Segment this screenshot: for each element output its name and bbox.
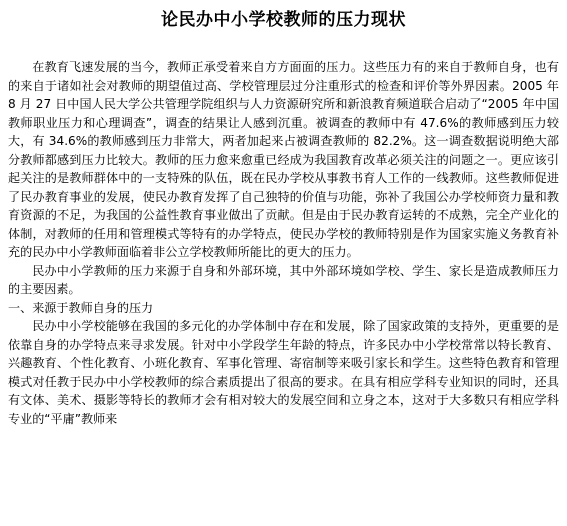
section-paragraph: 民办中小学校能够在我国的多元化的办学体制中存在和发展，除了国家政策的支持外，更重要的是依靠自身的办学特点来寻求发展。针对中小学段学生年龄的特点，许多民办中小学校常常以特长教育、兴趣教育、个性化教育、小班化教育、军事化管理、寄宿制等来吸引家长和学生。这些特色教育和管理模式对任教于民办中小学校教师的综合素质提出了很高的要求。在具有相应学科专业知识的同时，还具有文体、美术、摄影等特长的教师才会有相对较大的发展空间和立身之本，这对于大多数只有相应学科专业的“平庸”教师来 <box>8 319 559 426</box>
intro-paragraph: 在教育飞速发展的当今，教师正承受着来自方方面面的压力。这些压力有的来自于教师自身，也有的来自于诸如社会对教师的期望值过高、学校管理层过分注重形式的检查和评价等外界因素。2005 年 8 月 27 日中国人民大学公共管理学院组织与人力资源研究所和新浪教育频道联合启动了“2005 年中国教师职业压力和心理调查”，调查的结果让人感到沉重。被调查的教师中有 47.6%的教师感到压力较大，有 34.6%的教师感到压力非常大，两者加起来占被调查教师的 82.2%。这一调查数据说明绝大部分教师都感到压力比较大。教师的压力愈来愈重已经成为我国教育改革必须关注的问题之一。更应该引起关注的是教师群体中的一支特殊的队伍，既在民办学校从事教书育人工作的一线教师。这些教师促进了民办教育事业的发展，使民办教育发挥了自己独特的价值与功能，弥补了我国公办学校师资力量和教育资源的不足，为我国的公益性教育事业做出了贡献。但是由于民办教育运转的不成熟，完全产业化的体制，对教师的任用和管理模式等特有的办学特点，使民办学校的教师特别是作为国家实施义务教育补充的民办中小学教师面临着非公立学校教师所能比的更大的压力。 <box>8 60 559 259</box>
pressure-sources-paragraph: 民办中小学教师的压力来源于自身和外部环境，其中外部环境如学校、学生、家长是造成教师压力的主要因素。 <box>8 263 559 296</box>
section-heading: 一、来源于教师自身的压力 <box>8 300 154 315</box>
article-title: 论民办中小学校教师的压力现状 <box>161 10 406 30</box>
